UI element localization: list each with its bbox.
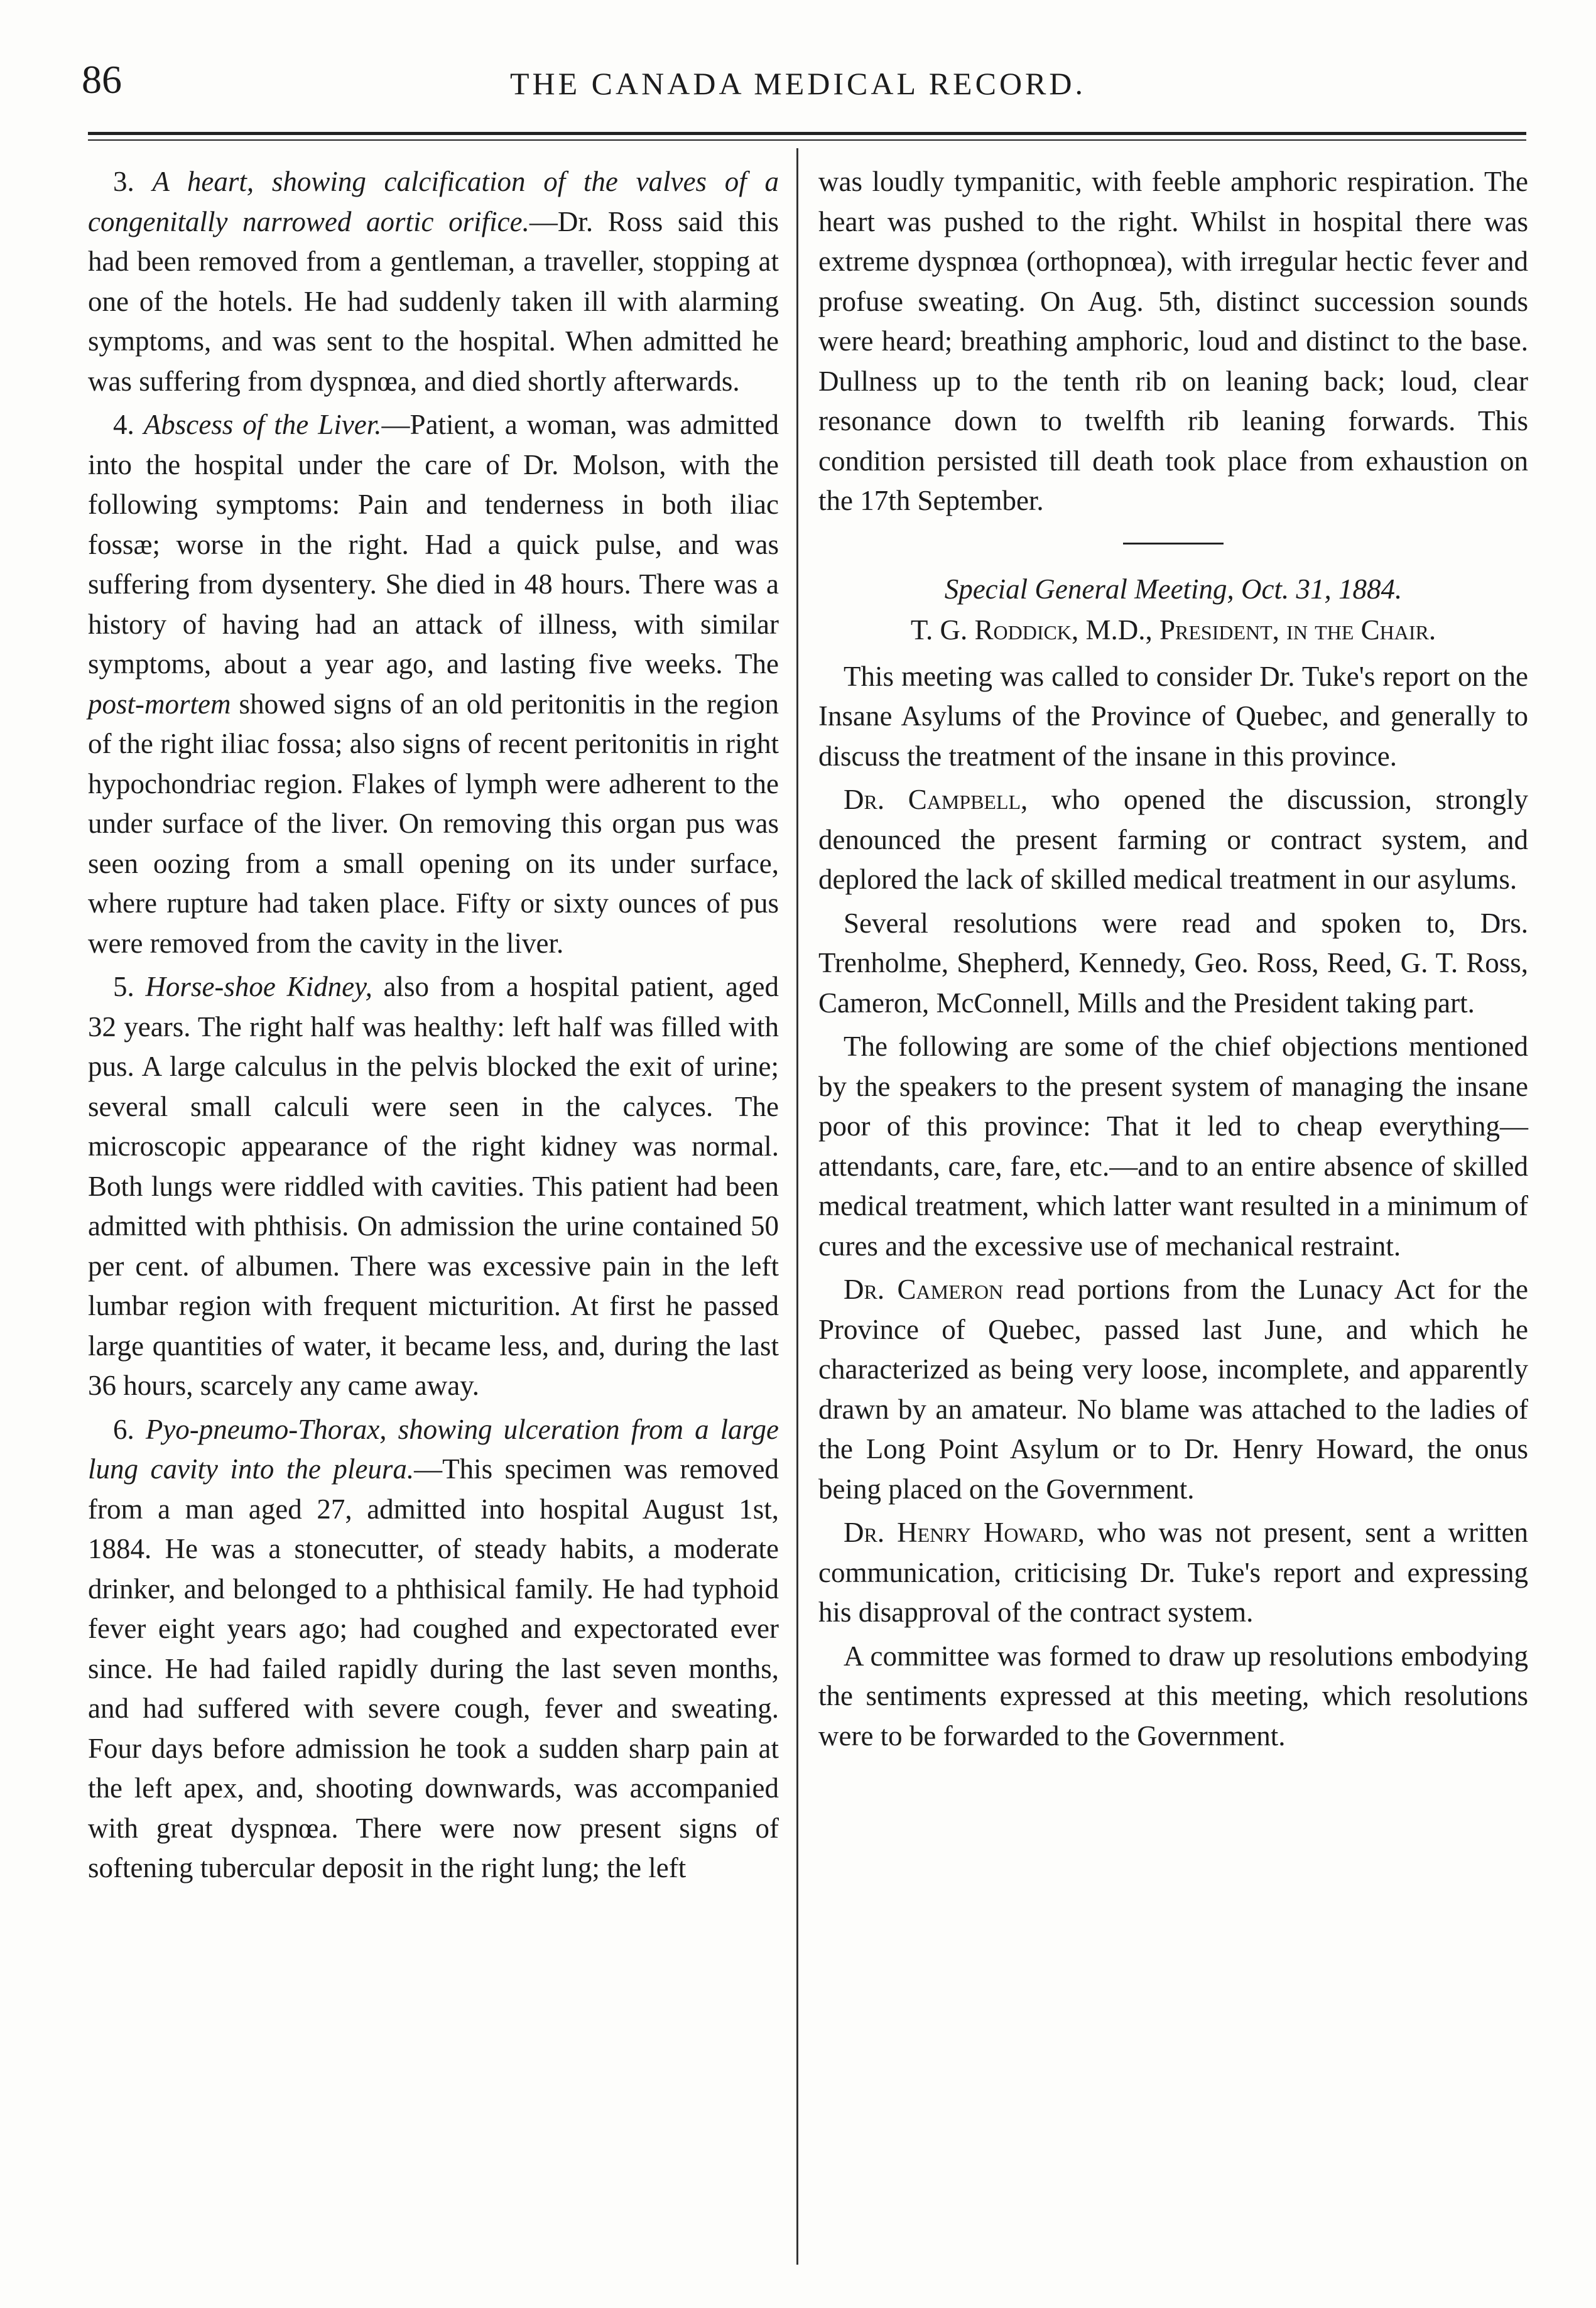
specimen-4-postmortem: post-mortem [88, 688, 231, 720]
specimen-6-title: Pyo-pneumo-Thorax, showing ulceration from a large lung cavity into the pleura. [88, 1413, 779, 1485]
specimen-3-number: 3. [113, 166, 153, 197]
meeting-paragraph-1: This meeting was called to consider Dr. Tuke's report on the Insane Asylums of the Province of Quebec, and generally to discuss the treatment of the insane in this province. [818, 660, 1528, 772]
meeting-paragraph-3: Several resolutions were read and spoken to, Drs. Trenholme, Shepherd, Kennedy, Geo. Ross, Reed, G. T. Ross, Cameron, McConnell, Mills and the President taking part. [818, 907, 1528, 1019]
meeting-paragraph-6-text: who was not present, sent a written communication, criticising Dr. Tuke's report and expressing his disapproval of the contract system. [818, 1517, 1528, 1628]
specimen-4-number: 4. [113, 409, 144, 440]
column-divider [796, 148, 798, 2265]
specimen-3-title: A heart, showing calcification of the valves of a congenitally narrowed aortic orifice. [88, 166, 779, 237]
page-number: 86 [82, 57, 122, 102]
specimen-5-number: 5. [113, 971, 146, 1002]
specimen-4-text-b: showed signs of an old peritonitis in the region of the right iliac fossa; also signs of recent peritonitis in right hypochondriac region. Flakes of lymph were adherent to the under surface of the liver. On removing this organ pus was seen oozing from a small opening on its under surface, where rupture had taken place. Fifty or sixty ounces of pus were removed from the cavity in the liver. [88, 688, 779, 959]
specimen-3 [88, 162, 779, 401]
specimen-6-dash: — [414, 1453, 443, 1485]
meeting-paragraph-5-text: read portions from the Lunacy Act for the Province of Quebec, passed last June, and which he characterized as being very loose, incomplete, and apparently drawn by an amateur. No blame was attached to the ladies of the Long Point Asylum or to Dr. Henry Howard, the onus being placed on the Government. [818, 1274, 1528, 1505]
specimen-5-title: Horse-shoe Kidney, [145, 971, 372, 1002]
meeting-paragraph-4: The following are some of the chief objections mentioned by the speakers to the present system of managing the insane poor of this province: That it led to cheap everything—attendants, care, fare, etc.—and to an entire absence of skilled medical treatment, which latter want resulted in a minimum of cures and the excessive use of mechanical restraint. [818, 1031, 1528, 1262]
specimen-4 [88, 405, 779, 963]
specimen-4-title: Abscess of the Liver. [143, 409, 382, 440]
specimen-5-text: also from a hospital patient, aged 32 years. The right half was healthy: left half was filled with pus. A large calculus in the pelvis blocked the exit of urine; several small calculi were seen in the calyces. The microscopic appearance of the right kidney was normal. Both lungs were riddled with cavities. This patient had been admitted with phthisis. On admission the urine contained 50 per cent. of albumen. There was excessive pain in the left lumbar region with frequent micturition. At first he passed large quantities of water, it became less, and, during the last 36 hours, scarcely any came away. [88, 971, 779, 1401]
meeting-paragraph-2 [818, 780, 1528, 900]
running-head: THE CANADA MEDICAL RECORD. [509, 66, 1087, 101]
speaker-cameron: Dr. Cameron [844, 1274, 1004, 1305]
speaker-howard: Dr. Henry Howard, [844, 1517, 1085, 1548]
meeting-paragraph-7: A committee was formed to draw up resolutions embodying the sentiments expressed at this meeting, which resolutions were to be forwarded to the Government. [818, 1640, 1528, 1752]
specimen-6-number: 6. [113, 1413, 146, 1445]
specimen-3-text: Dr. Ross said this had been removed from a gentleman, a traveller, stopping at one of the hotels. He had suddenly taken ill with alarming symptoms, and was sent to the hospital. When admitted he was suffering from dyspnœa, and died shortly afterwards. [88, 205, 779, 397]
specimen-5 [88, 967, 779, 1406]
header-rule-thick [88, 132, 1526, 135]
speaker-campbell: Dr. Campbell, [844, 784, 1028, 815]
left-column [88, 162, 779, 1892]
specimen-4-text-a: Patient, a woman, was admitted into the hospital under the care of Dr. Molson, with the following symptoms: Pain and tenderness in both iliac fossæ; worse in the right. Had a quick pulse, and was suffering from dysentery. She died in 48 hours. There was a history of having had an attack of illness, with similar symptoms, about a year ago, and lasting five weeks. The [88, 409, 779, 680]
header-rule-thin [88, 139, 1526, 141]
meeting-paragraph-5 [818, 1270, 1528, 1509]
section-separator [1123, 543, 1224, 544]
meeting-heading: Special General Meeting, Oct. 31, 1884. [944, 573, 1403, 605]
specimen-6-text: This specimen was removed from a man aged 27, admitted into hospital August 1st, 1884. He was a stonecutter, of steady habits, a moderate drinker, and belonged to a phthisical family. He had typhoid fever eight years ago; had coughed and expectorated ever since. He had failed rapidly during the last seven months, and had suffered with severe cough, fever and sweating. Four days before admission he took a sudden sharp pain at the left apex, and, shooting downwards, was accompanied with great dyspnœa. There were now present signs of softening tubercular deposit in the right lung; the left [88, 1453, 779, 1883]
meeting-paragraph-6 [818, 1513, 1528, 1633]
specimen-3-dash: — [529, 205, 558, 237]
meeting-paragraph-2-text: who opened the discussion, strongly denounced the present farming or contract system, and deplored the lack of skilled medical treatment in our asylums. [818, 784, 1529, 895]
right-column [818, 162, 1528, 1760]
specimen-6-continuation: was loudly tympanitic, with feeble amphoric respiration. The heart was pushed to the right. Whilst in hospital there was extreme dyspnœa (orthopnœa), with irregular hectic fever and profuse sweating. On Aug. 5th, distinct succession sounds were heard; breathing amphoric, loud and distinct to the base. Dullness up to the tenth rib on leaning back; loud, clear resonance down to twelfth rib leaning forwards. This condition persisted till death took place from exhaustion on the 17th September. [818, 166, 1528, 516]
specimen-6 [88, 1410, 779, 1888]
chair-line: T. G. Roddick, M.D., President, in the Chair. [910, 614, 1436, 646]
specimen-4-dash: — [381, 409, 410, 440]
